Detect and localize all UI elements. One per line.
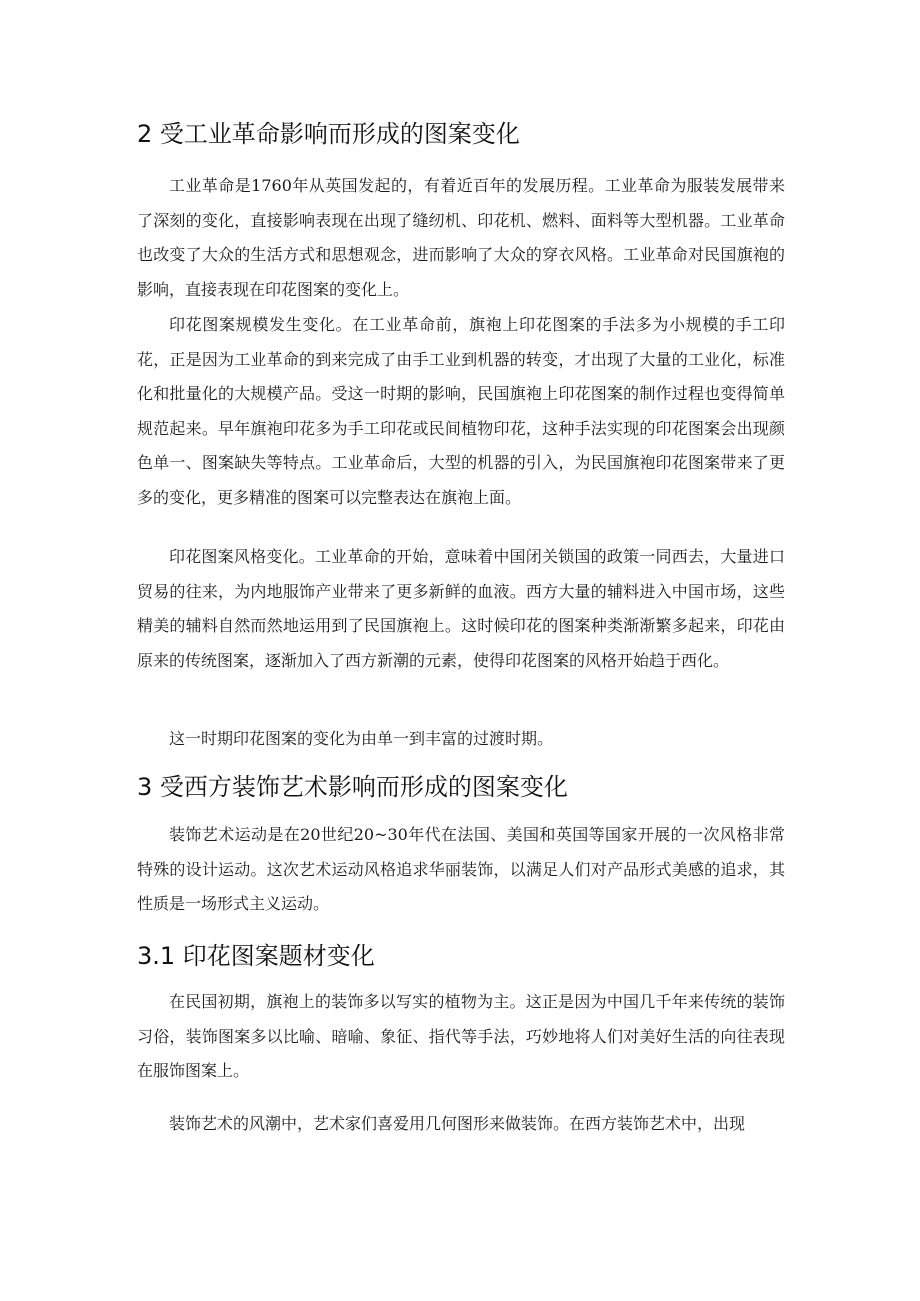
section-heading-industrial-revolution: 2 受工业革命影响而形成的图案变化 bbox=[137, 120, 520, 148]
paragraph-art-deco-movement: 装饰艺术运动是在20世纪20~30年代在法国、美国和英国等国家开展的一次风格非常特殊的设计运动。这次艺术运动风格追求华丽装饰，以满足人们对产品形式美感的追求，其性质是一场形式主义运动。 bbox=[137, 825, 785, 914]
paragraph-early-republic-decoration: 在民国初期，旗袍上的装饰多以写实的植物为主。这正是因为中国几千年来传统的装饰习俗，装饰图案多以比喻、暗喻、象征、指代等手法，巧妙地将人们对美好生活的向往表现在服饰图案上。 bbox=[137, 992, 785, 1081]
paragraph-industrial-revolution-intro: 工业革命是1760年从英国发起的，有着近百年的发展历程。工业革命为服装发展带来了深刻的变化，直接影响表现在出现了缝纫机、印花机、燃料、面料等大型机器。工业革命也改变了大众的生活方式和思想观念，进而影响了大众的穿衣风格。工业革命对民国旗袍的影响，直接表现在印花图案的变化上。 bbox=[137, 176, 785, 299]
paragraph-geometric-decoration: 装饰艺术的风潮中，艺术家们喜爱用几何图形来做装饰。在西方装饰艺术中，出现 bbox=[169, 1114, 746, 1133]
paragraph-print-scale-change: 印花图案规模发生变化。在工业革命前，旗袍上印花图案的手法多为小规模的手工印花，正是因为工业革命的到来完成了由手工业到机器的转变，才出现了大量的工业化，标准化和批量化的大规模产品。受这一时期的影响，民国旗袍上印花图案的制作过程也变得简单规范起来。早年旗袍印花多为手工印花或民间植物印花，这种手法实现的印花图案会出现颜色单一、图案缺失等特点。工业革命后，大型的机器的引入，为民国旗袍印花图案带来了更多的变化，更多精准的图案可以完整表达在旗袍上面。 bbox=[137, 315, 785, 507]
section-heading-western-decorative-art: 3 受西方装饰艺术影响而形成的图案变化 bbox=[137, 773, 568, 801]
paragraph-print-style-change: 印花图案风格变化。工业革命的开始，意味着中国闭关锁国的政策一同西去，大量进口贸易的往来，为内地服饰产业带来了更多新鲜的血液。西方大量的辅料进入中国市场，这些精美的辅料自然而然地运用到了民国旗袍上。这时候印花的图案种类渐渐繁多起来，印花由原来的传统图案，逐渐加入了西方新潮的元素，使得印花图案的风格开始趋于西化。 bbox=[137, 547, 785, 670]
subsection-heading-print-subject-change: 3.1 印花图案题材变化 bbox=[137, 942, 375, 970]
paragraph-transition-period: 这一时期印花图案的变化为由单一到丰富的过渡时期。 bbox=[169, 729, 554, 748]
